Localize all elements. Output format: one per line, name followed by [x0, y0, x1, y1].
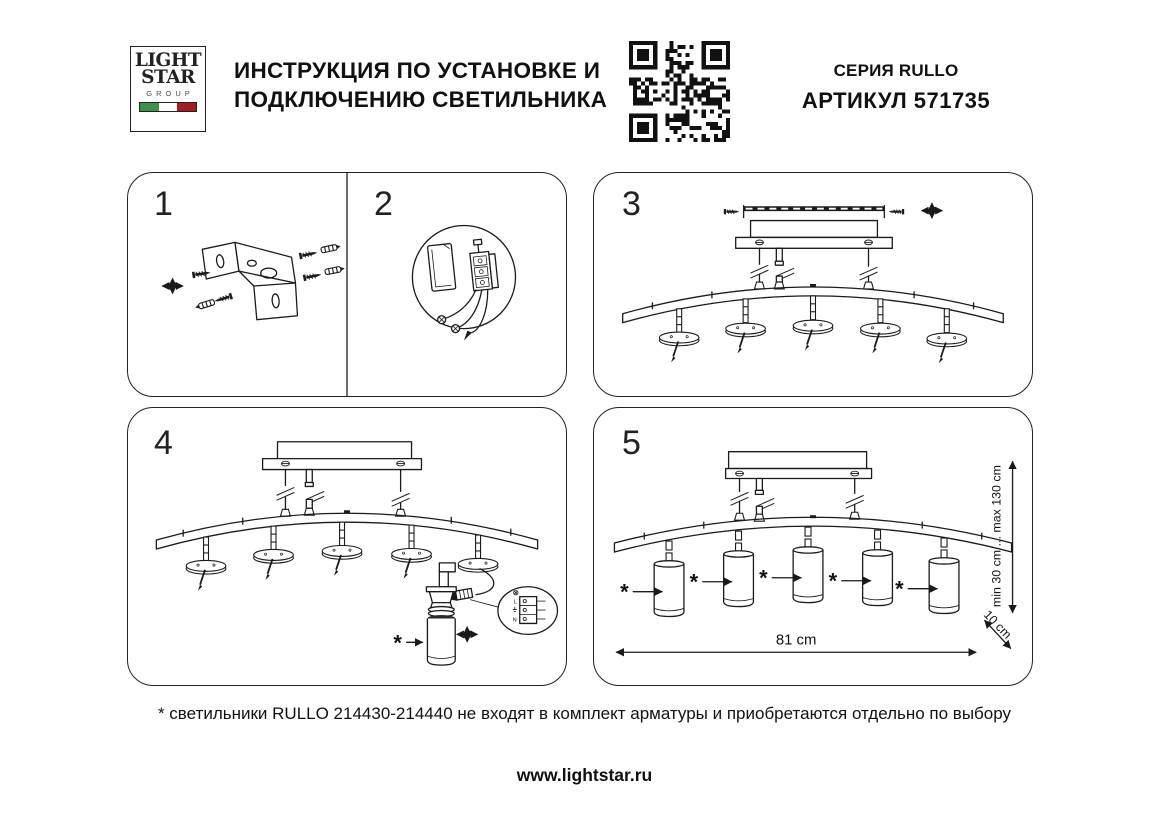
product-info	[790, 61, 1002, 114]
screwing-icon	[162, 278, 183, 293]
canopy-drawing	[736, 221, 893, 289]
step5-illustration	[594, 408, 1032, 685]
hanger-stems-drawing	[659, 296, 966, 363]
asterisk-mark: *	[759, 565, 768, 591]
screwing-icon	[922, 203, 943, 218]
ceiling-rail-drawing	[724, 203, 942, 218]
flag-green	[140, 103, 159, 111]
asterisk-mark: *	[393, 630, 402, 656]
depth-dimension-label: 10 cm	[980, 607, 1015, 642]
wiring-detail-drawing	[412, 226, 515, 341]
step-number-3: 3	[622, 185, 641, 223]
terminal-n-label: N	[512, 617, 517, 624]
italian-flag-stripe	[139, 102, 197, 112]
step-panel-5	[593, 407, 1033, 686]
flag-red	[177, 103, 196, 111]
page-title	[234, 56, 607, 114]
step-number-4: 4	[154, 424, 173, 462]
step4-illustration	[128, 408, 566, 685]
lightstar-logo	[130, 46, 206, 132]
asterisk-mark: *	[895, 576, 904, 602]
title-line-2: ПОДКЛЮЧЕНИЮ СВЕТИЛЬНИКА	[234, 87, 608, 112]
footnote: * светильники RULLO 214430-214440 не входят в комплект арматуры и приобретаются отдельно по выбору	[157, 704, 1012, 723]
step-panel-3	[593, 172, 1033, 397]
step1-step2-illustration	[128, 173, 566, 396]
logo-word-light: LIGHT	[134, 50, 202, 71]
canopy-drawing	[726, 452, 872, 521]
terminal-l-label: L	[513, 599, 517, 606]
lamp-connection-drawing	[393, 563, 557, 665]
asterisk-mark: *	[689, 569, 699, 595]
height-dimension-label: min 30 cm ... max 130 cm	[989, 465, 1004, 608]
flag-white	[159, 103, 178, 111]
hanger-stems-drawing	[186, 522, 498, 591]
qr-code-icon	[629, 41, 730, 142]
step-number-5: 5	[622, 424, 641, 462]
shades-drawing	[654, 527, 959, 616]
step-panel-4	[127, 407, 567, 686]
step-number-1: 1	[154, 185, 173, 223]
website-url: www.lightstar.ru	[516, 765, 653, 785]
title-line-1: ИНСТРУКЦИЯ ПО УСТАНОВКЕ И	[234, 58, 601, 83]
canopy-drawing	[263, 442, 422, 516]
asterisk-mark: *	[620, 579, 629, 605]
article-label: АРТИКУЛ 571735	[801, 88, 991, 113]
asterisk-mark: *	[828, 568, 838, 594]
step3-illustration	[594, 173, 1032, 396]
width-dimension-label: 81 cm	[775, 632, 817, 649]
step-panel-1-2	[127, 172, 567, 397]
series-label: СЕРИЯ RULLO	[833, 61, 959, 80]
screwing-icon	[457, 627, 478, 642]
logo-word-star: STAR	[141, 66, 195, 88]
bracket-drawing	[162, 242, 345, 319]
step-number-2: 2	[374, 185, 393, 223]
logo-word-group: GROUP	[146, 89, 194, 98]
